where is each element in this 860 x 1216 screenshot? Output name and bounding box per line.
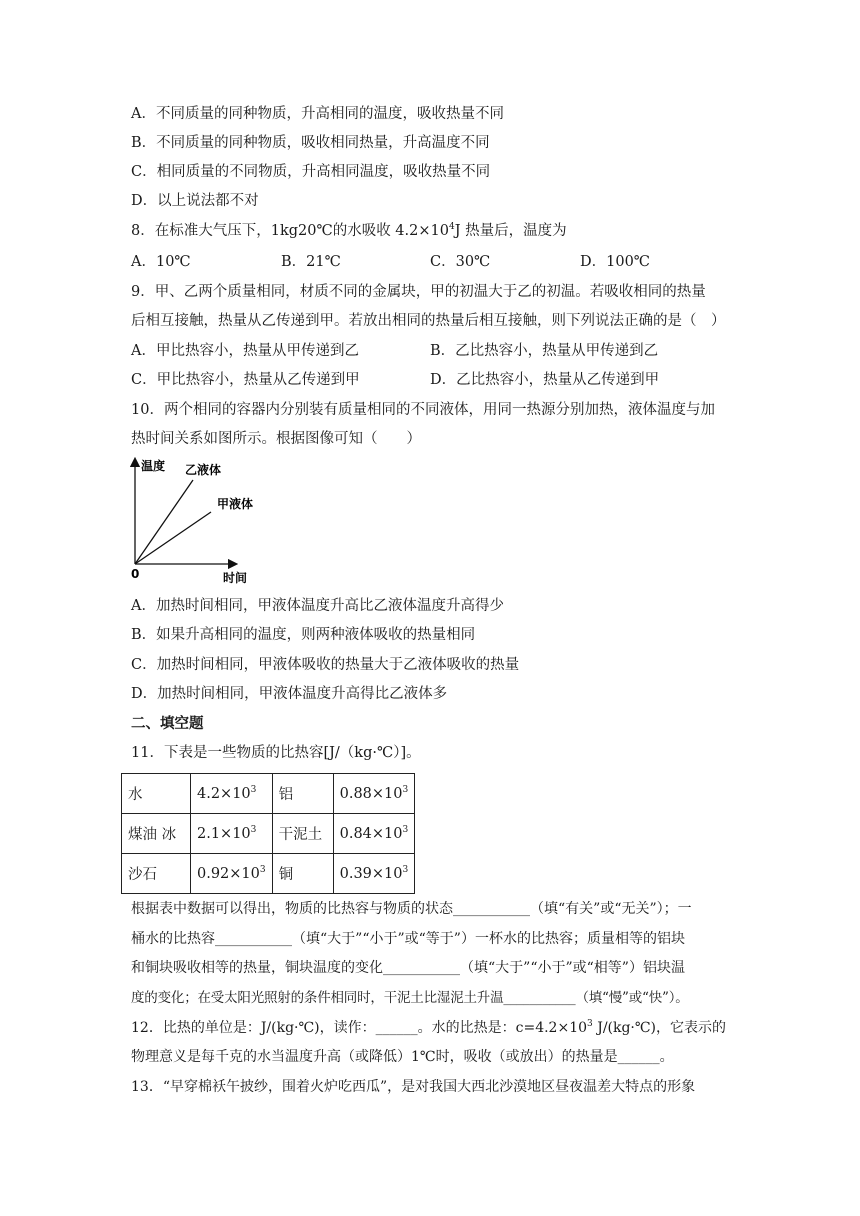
q8-stem [131,221,567,241]
q8-option-b: B．21℃ [281,254,341,270]
y-axis-label: 温度 [141,459,166,473]
q12-line2: 物理意义是每千克的水当温度升高（或降低）1℃时，吸收（或放出）的热量是______。 [131,1049,674,1065]
table-cell: 煤油 冰 [122,814,191,854]
q11-text-line3: 和铜块吸收相等的热量，铜块温度的变化___________（填“大于”“小于”或“相等”）铝块温 [131,960,685,976]
line-yi-liquid [135,480,193,564]
q8-option-a: A．10℃ [131,254,191,270]
table-cell: 铝 [272,774,333,814]
temperature-time-graph [123,456,263,586]
q12-line1-post: J/(kg·℃)，它表示的 [592,1020,727,1036]
q11-text-line1: 根据表中数据可以得出，物质的比热容与物质的状态___________（填“有关”或“无关”）；一 [131,901,692,917]
specific-heat-table [121,773,415,894]
table-row [122,854,415,894]
table-cell: 沙石 [122,854,191,894]
q9-option-b: B．乙比热容小，热量从甲传递到乙 [430,343,659,359]
table-row [122,774,415,814]
q9-option-a: A．甲比热容小，热量从甲传递到乙 [131,343,359,359]
table-cell: $2.1\times 10^3$ [191,814,273,854]
q10-option-a: A．加热时间相同，甲液体温度升高比乙液体温度升高得少 [131,598,504,614]
q10-stem-line2: 热时间关系如图所示。根据图像可知（ ） [131,431,421,447]
q8-stem-exponent: 4 [448,222,455,232]
q10-option-c: C．加热时间相同，甲液体吸收的热量大于乙液体吸收的热量 [131,657,520,673]
q7-option-a: A．不同质量的同种物质，升高相同的温度，吸收热量不同 [131,106,504,122]
section-heading-fill-in: 二、填空题 [131,716,204,732]
table-cell: $0.92\times 10^3$ [191,854,273,894]
q12-exponent: 3 [587,1019,593,1029]
x-axis-label: 时间 [223,571,248,585]
q7-option-c: C．相同质量的不同物质，升高相同温度，吸收热量不同 [131,164,491,180]
q10-stem-line1: 10．两个相同的容器内分别装有质量相同的不同液体，用同一热源分别加热，液体温度与加 [131,402,715,418]
label-yi-liquid: 乙液体 [185,463,222,477]
q7-option-d: D．以上说法都不对 [131,193,259,209]
table-cell: 水 [122,774,191,814]
q9-option-c: C．甲比热容小，热量从乙传递到甲 [131,372,360,388]
q11-stem: 11．下表是一些物质的比热容[J/（kg·℃）]。 [131,745,421,761]
table-row [122,814,415,854]
q9-stem-line1: 9．甲、乙两个质量相同，材质不同的金属块，甲的初温大于乙的初温。若吸收相同的热量 [131,284,706,300]
table-cell: $4.2\times 10^3$ [191,774,273,814]
q9-stem-line2: 后相互接触，热量从乙传递到甲。若放出相同的热量后相互接触，则下列说法正确的是（ ） [131,313,726,329]
table-cell: $0.88\times 10^3$ [333,774,415,814]
q8-option-d: D．100℃ [580,254,651,270]
q8-stem-post: J 热量后，温度为 [454,223,567,239]
q11-text-line4: 度的变化；在受太阳光照射的条件相同时，干泥土比湿泥土升温___________（填“慢”或“快”）。 [131,990,689,1006]
line-jia-liquid [135,512,211,564]
q8-stem-pre: 8．在标准大气压下，1kg20℃的水吸收 4.2×10 [131,223,449,239]
q7-option-b: B．不同质量的同种物质，吸收相同热量，升高温度不同 [131,135,490,151]
table-cell: 干泥土 [272,814,333,854]
q9-option-d: D．乙比热容小，热量从乙传递到甲 [430,372,660,388]
q11-text-line2: 桶水的比热容___________（填“大于”“小于”或“等于”）一杯水的比热容；质量相等的铝块 [131,931,685,947]
q10-option-b: B．如果升高相同的温度，则两种液体吸收的热量相同 [131,627,476,643]
table-cell: 铜 [272,854,333,894]
origin-label: 0 [131,567,140,581]
q12-line1 [131,1018,726,1038]
table-cell: $0.39\times 10^3$ [333,854,415,894]
q8-option-c: C．30℃ [430,254,491,270]
label-jia-liquid: 甲液体 [217,497,254,511]
table-cell: $0.84\times 10^3$ [333,814,415,854]
q10-option-d: D．加热时间相同，甲液体温度升高得比乙液体多 [131,686,448,702]
q13-line1: 13．“早穿棉袄午披纱，围着火炉吃西瓜”，是对我国大西北沙漠地区昼夜温差大特点的形象 [131,1079,696,1095]
q12-line1-pre: 12．比热的单位是：J/(kg·℃)，读作：______。水的比热是：c=4.2×10 [131,1020,588,1036]
